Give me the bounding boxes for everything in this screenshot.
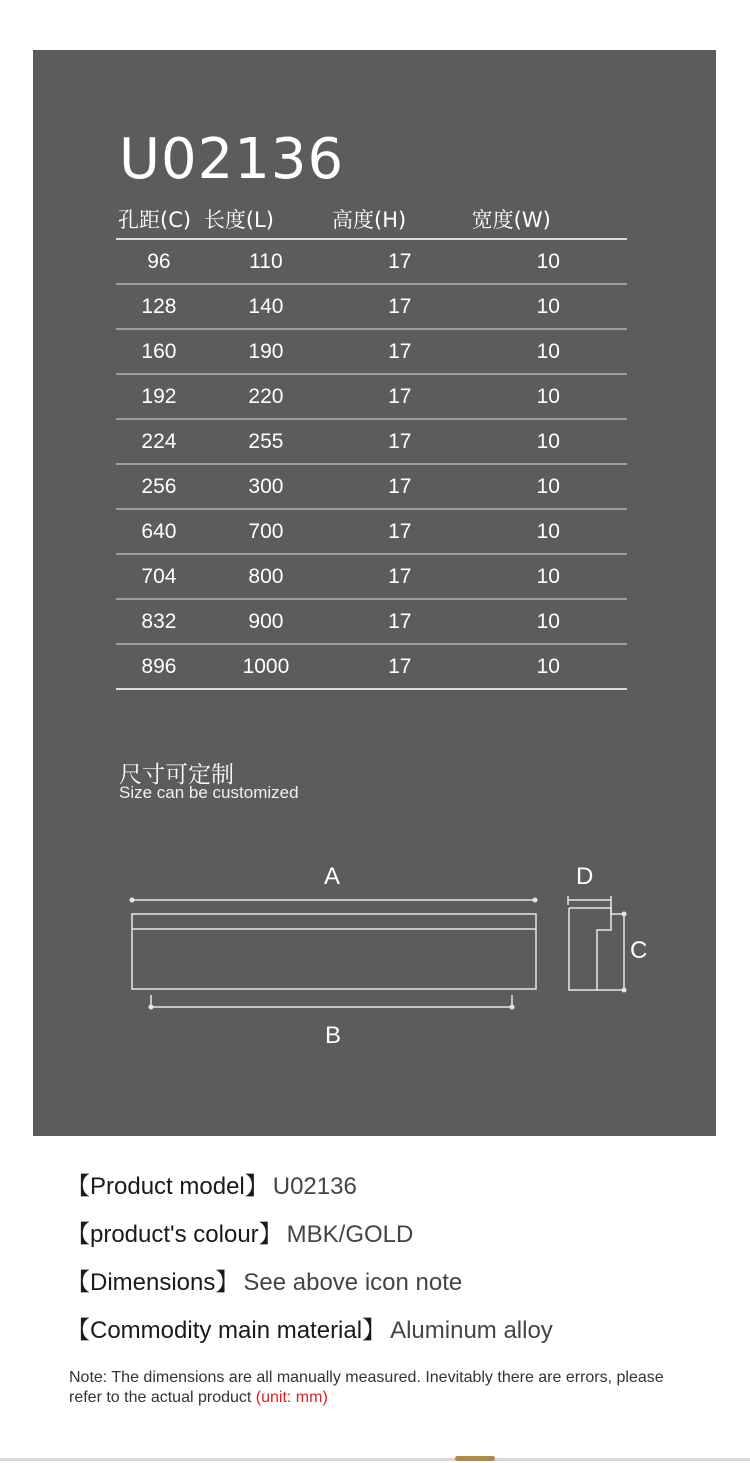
- header-length: 长度(L): [202, 200, 330, 239]
- diagram-label-c: C: [630, 937, 648, 964]
- cell-length: 220: [202, 374, 330, 419]
- cell-hole-distance: 192: [116, 374, 202, 419]
- cell-length: 255: [202, 419, 330, 464]
- diagram-label-b: B: [325, 1022, 342, 1049]
- cell-width: 10: [470, 554, 627, 599]
- handle-side-profile: [569, 908, 611, 990]
- handle-front-outline: [132, 914, 536, 989]
- cell-hole-distance: 96: [116, 239, 202, 284]
- custom-size-cn: 尺寸可定制: [119, 762, 234, 788]
- custom-size-en: Size can be customized: [119, 783, 299, 802]
- cell-hole-distance: 896: [116, 644, 202, 689]
- model-title: U02136: [119, 127, 345, 192]
- cell-width: 10: [470, 599, 627, 644]
- cell-width: 10: [470, 239, 627, 284]
- cell-height: 17: [330, 599, 470, 644]
- measurement-note: [69, 1368, 689, 1408]
- bottom-accent-mark: [455, 1456, 495, 1461]
- cell-width: 10: [470, 284, 627, 329]
- cell-length: 140: [202, 284, 330, 329]
- cell-height: 17: [330, 374, 470, 419]
- info-product-colour: [66, 1214, 413, 1249]
- info-product-model: [66, 1166, 357, 1201]
- header-height: 高度(H): [330, 200, 470, 239]
- cell-hole-distance: 640: [116, 509, 202, 554]
- info-key: 【Dimensions】: [66, 1269, 240, 1296]
- cell-height: 17: [330, 464, 470, 509]
- dimension-dot: [622, 912, 626, 916]
- cell-hole-distance: 256: [116, 464, 202, 509]
- cell-length: 900: [202, 599, 330, 644]
- dimension-dot: [533, 898, 537, 902]
- cell-height: 17: [330, 554, 470, 599]
- cell-length: 1000: [202, 644, 330, 689]
- dimension-dot: [510, 1005, 514, 1009]
- cell-width: 10: [470, 374, 627, 419]
- header-width: 宽度(W): [470, 200, 627, 239]
- note-unit: (unit: mm): [255, 1389, 328, 1406]
- cell-length: 700: [202, 509, 330, 554]
- cell-height: 17: [330, 284, 470, 329]
- cell-height: 17: [330, 419, 470, 464]
- info-value: MBK/GOLD: [286, 1221, 414, 1248]
- dimension-dot: [149, 1005, 153, 1009]
- cell-hole-distance: 160: [116, 329, 202, 374]
- diagram-label-a: A: [324, 863, 341, 890]
- cell-length: 110: [202, 239, 330, 284]
- cell-hole-distance: 224: [116, 419, 202, 464]
- spec-panel: [33, 50, 716, 1136]
- cell-hole-distance: 128: [116, 284, 202, 329]
- cell-height: 17: [330, 329, 470, 374]
- header-hole-distance: 孔距(C): [116, 200, 202, 239]
- cell-width: 10: [470, 644, 627, 689]
- info-dimensions: [66, 1262, 462, 1297]
- info-value: See above icon note: [243, 1269, 463, 1296]
- cell-width: 10: [470, 509, 627, 554]
- cell-height: 17: [330, 239, 470, 284]
- cell-length: 300: [202, 464, 330, 509]
- diagram-label-d: D: [576, 863, 594, 890]
- cell-length: 800: [202, 554, 330, 599]
- cell-hole-distance: 704: [116, 554, 202, 599]
- info-key: 【product's colour】: [66, 1221, 283, 1248]
- cell-height: 17: [330, 509, 470, 554]
- cell-height: 17: [330, 644, 470, 689]
- bottom-divider: [0, 1458, 750, 1461]
- dimension-diagram: [33, 50, 716, 1136]
- info-value: Aluminum alloy: [390, 1317, 553, 1344]
- info-key: 【Product model】: [66, 1173, 269, 1200]
- note-text: Note: The dimensions are all manually measured. Inevitably there are errors, please refer to the actual product: [69, 1369, 664, 1406]
- cell-hole-distance: 832: [116, 599, 202, 644]
- cell-width: 10: [470, 464, 627, 509]
- cell-width: 10: [470, 419, 627, 464]
- cell-length: 190: [202, 329, 330, 374]
- dimension-dot: [130, 898, 134, 902]
- info-value: U02136: [272, 1173, 357, 1200]
- info-material: [66, 1310, 553, 1345]
- dimension-dot: [622, 988, 626, 992]
- cell-width: 10: [470, 329, 627, 374]
- info-key: 【Commodity main material】: [66, 1317, 387, 1344]
